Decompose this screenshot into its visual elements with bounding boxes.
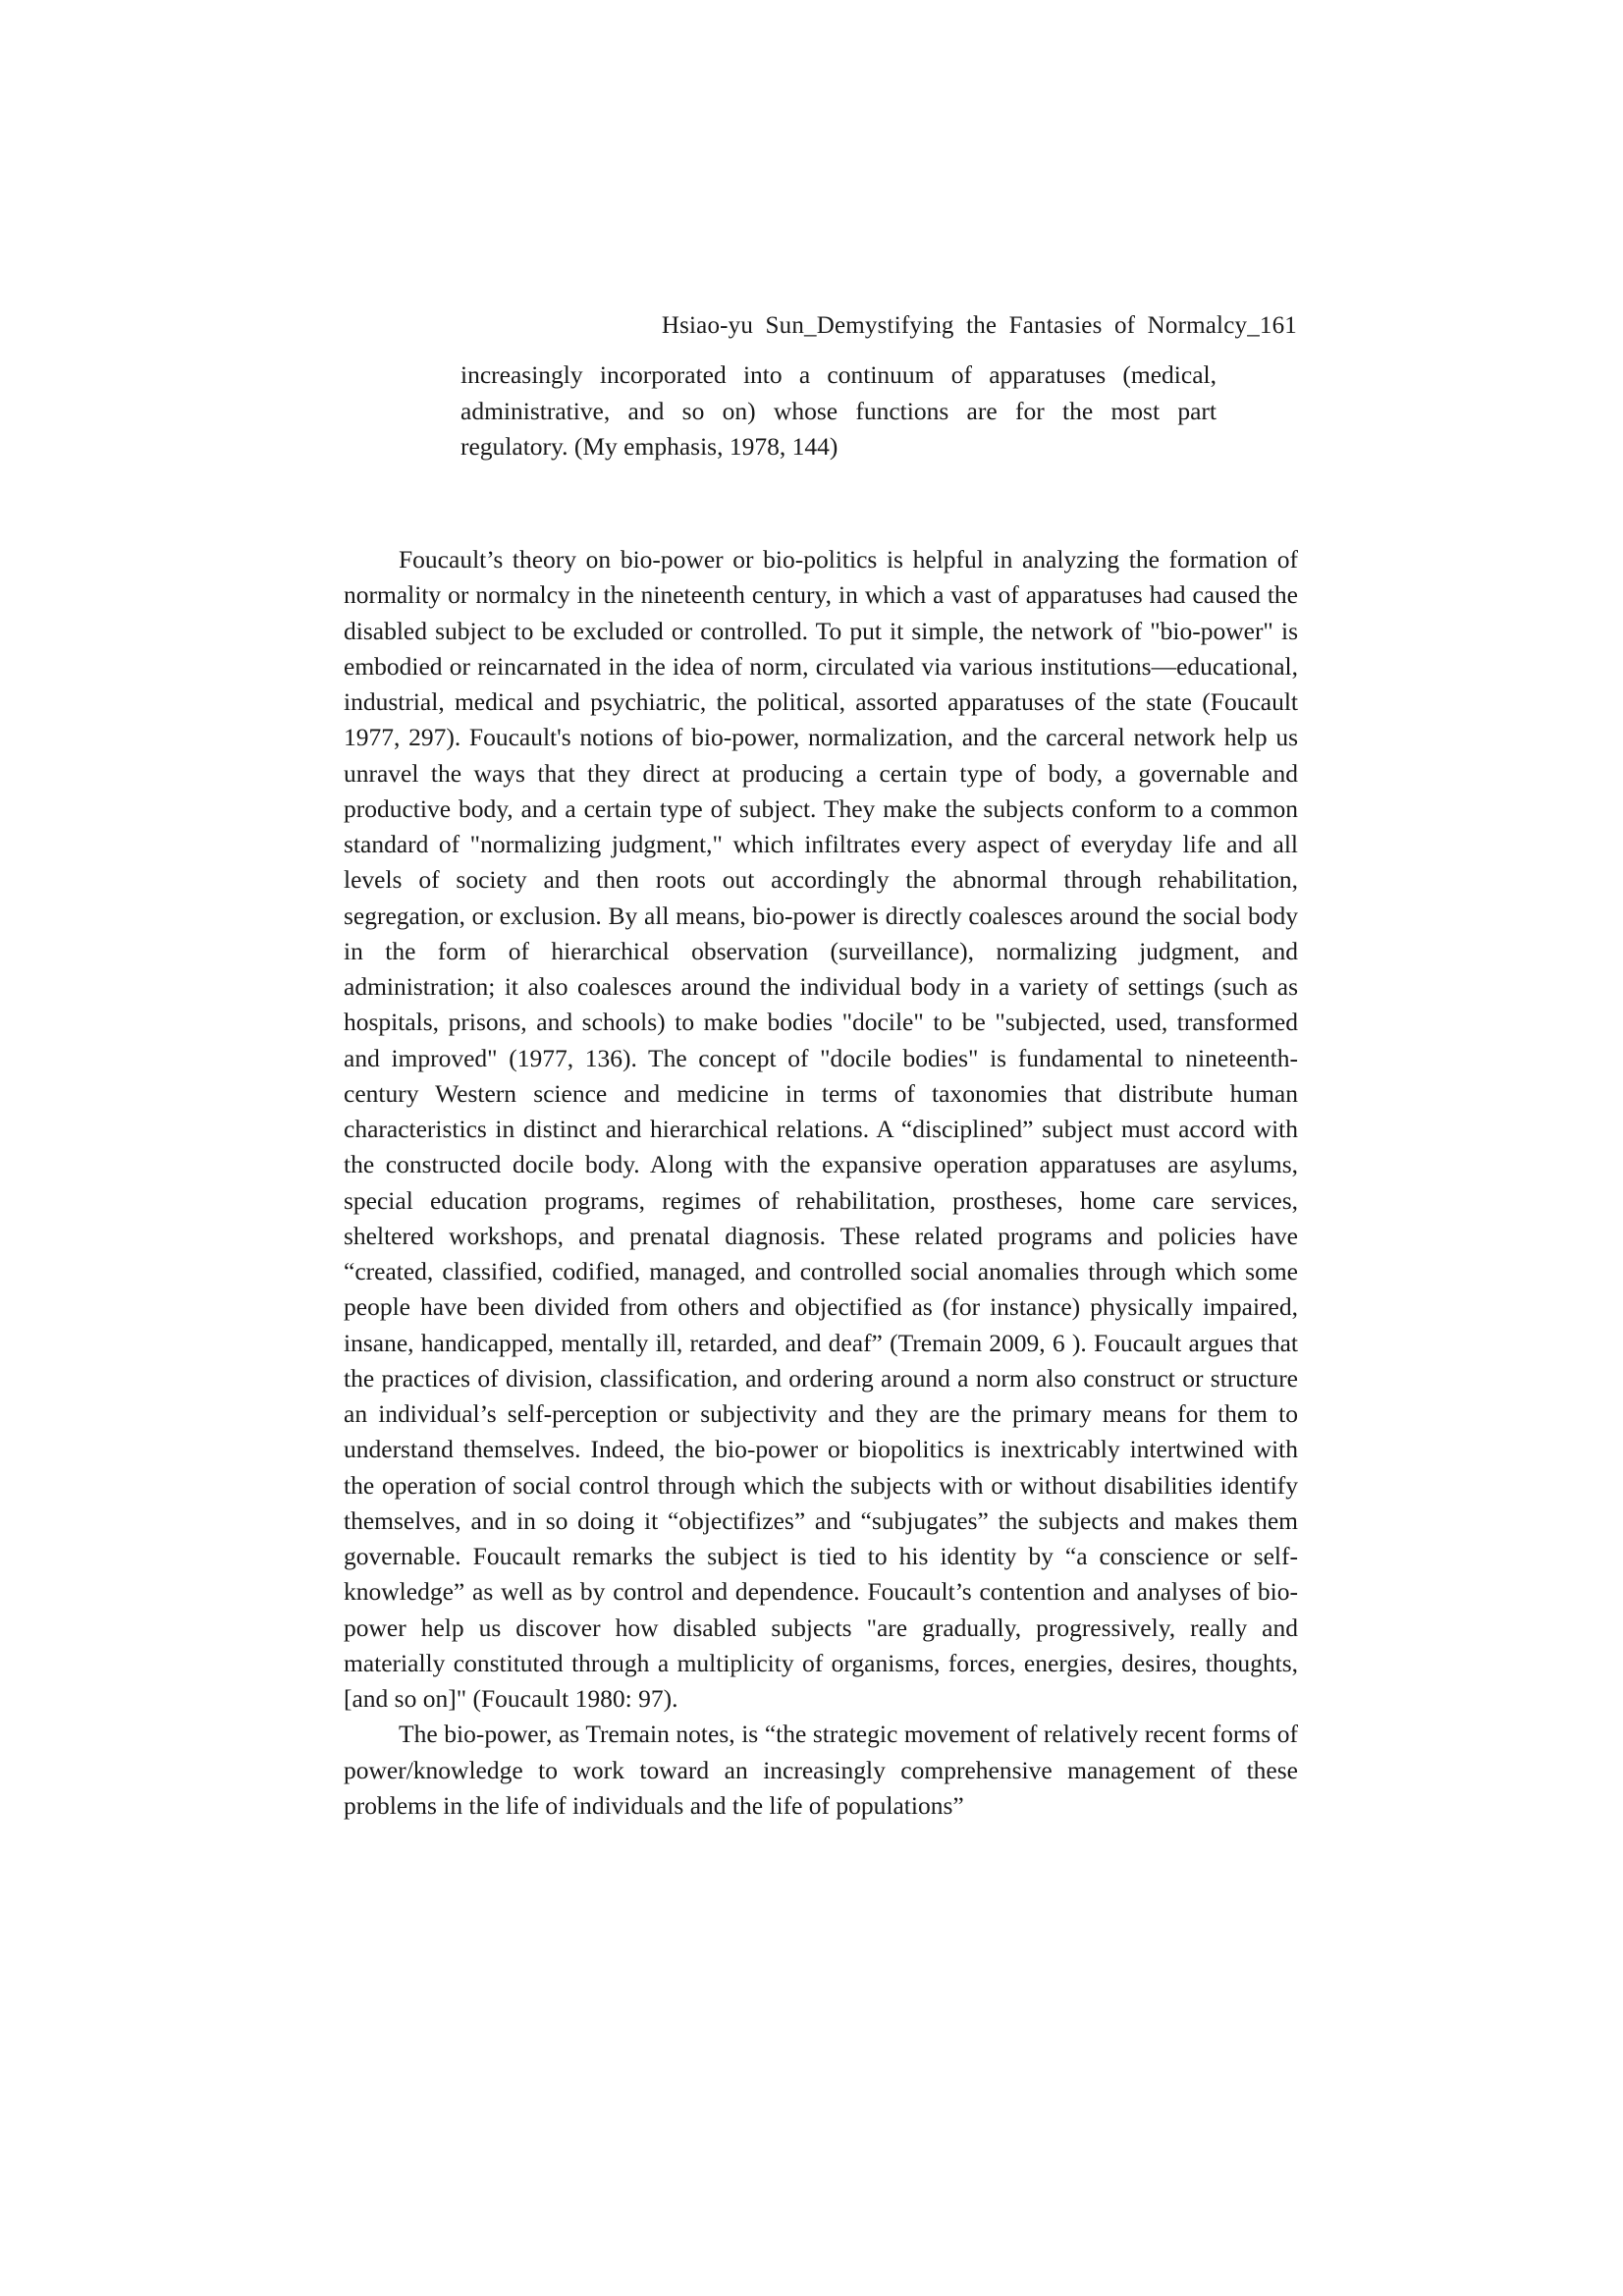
block-quote-line: regulatory. (My emphasis, 1978, 144): [460, 432, 839, 461]
block-quote: [460, 357, 1217, 465]
block-quote-line: administrative, and so on) whose functions are for the most part: [460, 396, 1217, 425]
paragraph: Foucault’s theory on bio-power or bio-politics is helpful in analyzing the formation of normality or normalcy in the nineteenth century, in which a vast of apparatuses had caused the disabled subject to be excluded or controlled. To put it simple, the network of "bio-power" is embodied or reincarnated in the idea of norm, circulated via various institutions—educational, industrial, medical and psychiatric, the political, assorted apparatuses of the state (Foucault 1977, 297). Foucault's notions of bio-power, normalization, and the carceral network help us unravel the ways that they direct at producing a certain type of body, a governable and productive body, and a certain type of subject. They make the subjects conform to a common standard of "normalizing judgment," which infiltrates every aspect of everyday life and all levels of society and then roots out accordingly the abnormal through rehabilitation, segregation, or exclusion. By all means, bio-power is directly coalesces around the social body in the form of hierarchical observation (surveillance), normalizing judgment, and administration; it also coalesces around the individual body in a variety of settings (such as hospitals, prisons, and schools) to make bodies "docile" to be "subjected, used, transformed and improved" (1977, 136). The concept of "docile bodies" is fundamental to nineteenth-century Western science and medicine in terms of taxonomies that distribute human characteristics in distinct and hierarchical relations. A “disciplined” subject must accord with the constructed docile body. Along with the expansive operation apparatuses are asylums, special education programs, regimes of rehabilitation, prostheses, home care services, sheltered workshops, and prenatal diagnosis. These related programs and policies have “created, classified, codified, managed, and controlled social anomalies through which some people have been divided from others and objectified as (for instance) physically impaired, insane, handicapped, mentally ill, retarded, and deaf” (Tremain 2009, 6 ). Foucault argues that the practices of division, classification, and ordering around a norm also construct or structure an individual’s self-perception or subjectivity and they are the primary means for them to understand themselves. Indeed, the bio-power or biopolitics is inextricably intertwined with the operation of social control through which the subjects with or without disabilities identify themselves, and in so doing it “objectifizes” and “subjugates” the subjects and makes them governable. Foucault remarks the subject is tied to his identity by “a conscience or self-knowledge” as well as by control and dependence. Foucault’s contention and analyses of bio-power help us discover how disabled subjects "are gradually, progressively, really and materially constituted through a multiplicity of organisms, forces, energies, desires, thoughts, [and so on]" (Foucault 1980: 97).: [344, 545, 1298, 1713]
paragraph: The bio-power, as Tremain notes, is “the strategic movement of relatively recent forms of power/knowledge to work toward an increasingly comprehensive management of these problems in the life of individuals and the life of populations”: [344, 1720, 1298, 1820]
running-header: Hsiao-yu Sun_Demystifying the Fantasies of Normalcy_161: [661, 312, 1297, 339]
body-text: [344, 542, 1298, 1824]
block-quote-line: increasingly incorporated into a continuum of apparatuses (medical,: [460, 360, 1217, 389]
